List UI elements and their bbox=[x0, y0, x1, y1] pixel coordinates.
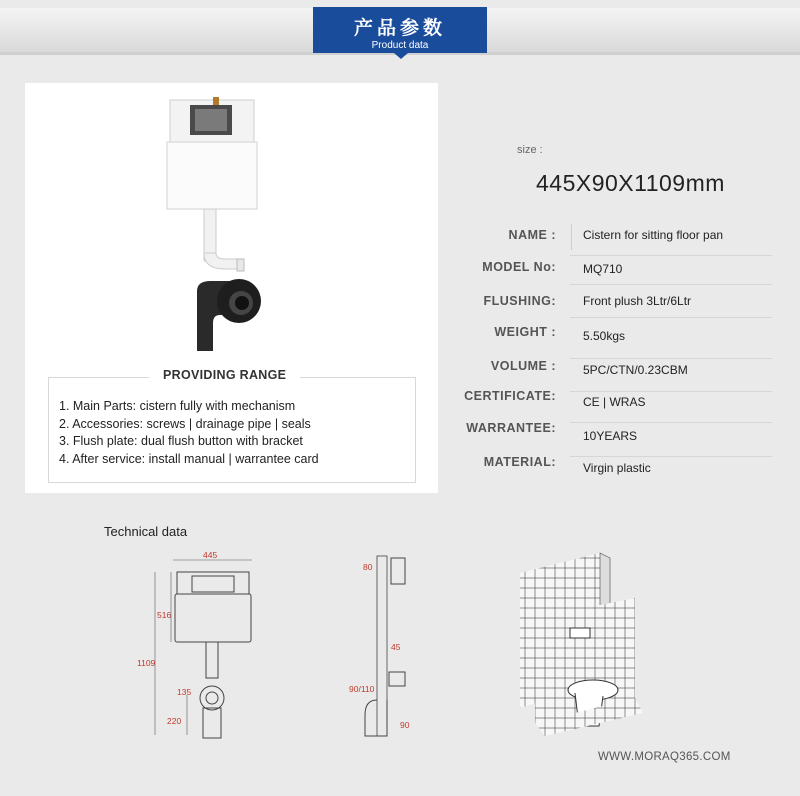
spec-key: MATERIAL: bbox=[483, 455, 556, 469]
dim-bottom: 220 bbox=[167, 716, 182, 726]
spec-value: Virgin plastic bbox=[583, 461, 651, 475]
website-url: WWW.MORAQ365.COM bbox=[598, 751, 731, 763]
providing-range-list bbox=[59, 398, 319, 468]
section-banner bbox=[313, 7, 487, 53]
providing-range-title: PROVIDING RANGE bbox=[149, 368, 300, 382]
spec-row-certificate bbox=[464, 389, 772, 421]
spec-value: 5PC/CTN/0.23CBM bbox=[583, 363, 688, 377]
spec-row-warrantee bbox=[466, 421, 772, 453]
range-item: 4. After service: install manual | warrantee card bbox=[59, 451, 319, 466]
banner-title-zh: 产品参数 bbox=[353, 17, 446, 39]
spec-value: Front plush 3Ltr/6Ltr bbox=[583, 294, 692, 308]
range-item: 3. Flush plate: dual flush button with bracket bbox=[59, 434, 303, 448]
size-label: size : bbox=[517, 144, 543, 156]
spec-value: Cistern for sitting floor pan bbox=[583, 228, 724, 242]
spec-row-volume bbox=[470, 359, 772, 391]
dim-side-mid: 45 bbox=[391, 642, 401, 652]
side-view-drawing bbox=[345, 550, 435, 745]
installation-illustration bbox=[515, 548, 645, 738]
spec-row-name bbox=[470, 228, 772, 260]
spec-divider bbox=[570, 255, 772, 256]
spec-row-model bbox=[470, 260, 772, 292]
spec-separator bbox=[571, 224, 572, 250]
dim-total: 1109 bbox=[137, 658, 156, 668]
dim-side-top: 80 bbox=[363, 562, 373, 572]
spec-key: NAME : bbox=[508, 228, 556, 242]
spec-key: CERTIFICATE: bbox=[464, 389, 556, 403]
spec-value: 10YEARS bbox=[583, 429, 638, 443]
spec-key: WARRANTEE: bbox=[466, 421, 556, 435]
spec-divider bbox=[570, 317, 772, 318]
product-panel bbox=[25, 83, 438, 493]
spec-key: FLUSHING: bbox=[483, 294, 556, 308]
spec-key: VOLUME : bbox=[490, 359, 556, 373]
spec-row-material bbox=[470, 455, 772, 487]
spec-value: 5.50kgs bbox=[583, 329, 626, 343]
range-item: 2. Accessories: screws | drainage pipe | seals bbox=[59, 416, 311, 431]
spec-value: MQ710 bbox=[583, 262, 623, 276]
spec-key: MODEL No: bbox=[482, 260, 556, 274]
banner-title-en: Product data bbox=[371, 40, 429, 51]
size-value: 445X90X1109mm bbox=[536, 170, 725, 196]
dim-side-pipe: 90/110 bbox=[349, 684, 375, 694]
providing-range-box bbox=[48, 368, 416, 483]
range-item: 1. Main Parts: cistern fully with mechanism bbox=[59, 399, 296, 413]
dim-upper: 516 bbox=[157, 610, 172, 620]
dim-side-bottom: 90 bbox=[400, 720, 410, 730]
banner-pointer bbox=[394, 53, 408, 59]
dim-width: 445 bbox=[203, 550, 218, 560]
spec-divider bbox=[570, 284, 772, 285]
spec-row-weight bbox=[470, 325, 772, 357]
dim-outlet: 135 bbox=[177, 687, 192, 697]
front-view-drawing bbox=[135, 550, 275, 745]
technical-data-label: Technical data bbox=[104, 524, 188, 539]
spec-row-flushing bbox=[470, 294, 772, 326]
spec-key: WEIGHT : bbox=[494, 325, 556, 339]
spec-value: CE | WRAS bbox=[583, 395, 646, 409]
cistern-product-image bbox=[25, 83, 438, 373]
